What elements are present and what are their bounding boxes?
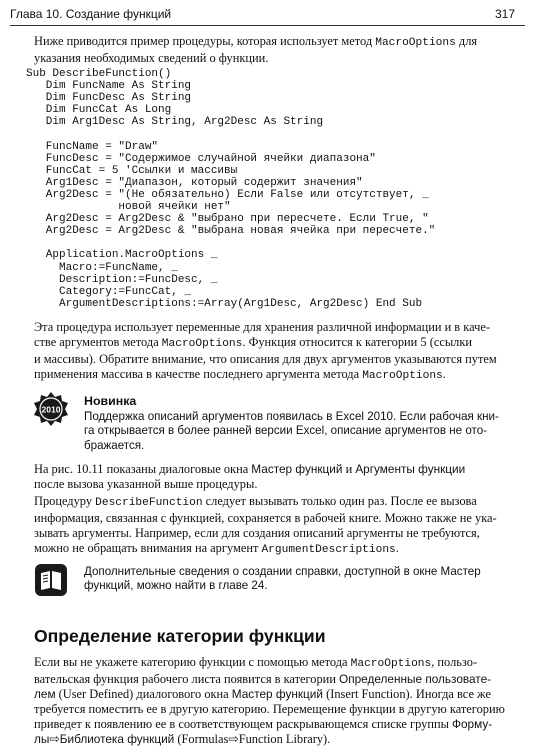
inline-code: MacroOptions — [161, 338, 243, 350]
ui-term: Форму- — [452, 717, 493, 731]
note-line: Дополнительные сведения о создании справки, доступной в окне Мастер — [84, 565, 481, 578]
ui-term: Определенные пользовате- — [339, 672, 492, 686]
note-line: га открывается в более ранней версии Excel, описание аргументов не ото- — [84, 424, 488, 438]
intro-paragraph — [34, 34, 512, 66]
chapter-title: Глава 10. Создание функций — [10, 7, 172, 21]
text-line: На рис. 10.11 показаны диалоговые окна Мастер функций и Аргументы функции — [34, 462, 466, 476]
code-line: Dim Arg1Desc As String, Arg2Desc As String — [26, 116, 324, 129]
text-line: Эта процедура использует переменные для хранения различной информации и в каче- — [34, 320, 490, 334]
header-rule — [10, 25, 525, 26]
text-line: зывать аргументы. Например, если для создания описаний аргументы не требуются, — [34, 526, 480, 540]
ui-term: Аргументы функции — [355, 462, 466, 476]
code-line: Sub DescribeFunction() — [26, 68, 172, 80]
arrow-icon: ⇨ — [228, 732, 239, 746]
code-line: Arg2Desc = Arg2Desc & "выбрана новая ячейка при пересчете." — [26, 225, 436, 238]
ui-term: лем — [34, 687, 56, 701]
ui-term: Мастер функций — [231, 687, 323, 701]
usage-paragraph — [34, 494, 512, 558]
code-line: Dim FuncName As String — [26, 80, 192, 93]
code-line: Application.MacroOptions _ — [26, 249, 218, 262]
note-line: бражается. — [84, 438, 145, 452]
code-line: Arg2Desc = "(Не обязательно) Если False или отсутствует, _ — [26, 188, 429, 201]
text-line: применения массива в качестве последнего аргумента метода MacroOptions. — [34, 367, 446, 382]
text-line: приведет к появлению ее в соответствующем раскрывающемся списке группы Форму- — [34, 717, 493, 731]
code-line: FuncName = "Draw" — [26, 140, 159, 153]
code-line: Category:=FuncCat, _ — [26, 285, 192, 298]
inline-code: DescribeFunction — [95, 497, 203, 509]
inline-code: MacroOptions — [362, 370, 443, 382]
page-number: 317 — [494, 7, 515, 21]
code-line: FuncCat = 5 'Ссылки и массивы — [26, 164, 238, 177]
code-line: новой ячейки нет" — [26, 201, 231, 214]
book-icon — [34, 563, 68, 597]
code-blank-line — [26, 128, 516, 140]
text-line: лем (User Defined) диалогового окна Мастер функций (Insert Function). Иногда все же — [34, 687, 491, 701]
code-line: FuncDesc = "Содержимое случайной ячейки диапазона" — [26, 152, 376, 165]
running-header — [10, 4, 525, 26]
code-line: Dim FuncDesc As String — [26, 92, 192, 105]
ui-term: Библиотека функций — [59, 732, 175, 746]
text-line: вательская функция рабочего листа появится в категории Определенные пользовате- — [34, 672, 492, 686]
arrow-icon: ⇨ — [49, 732, 60, 746]
text-line: требуется поместить ее в другую категорию. Перемещение функции в другую категорию — [34, 702, 505, 716]
code-line: ArgumentDescriptions:=Array(Arg1Desc, Arg2Desc) End Sub — [26, 297, 423, 310]
new-badge-icon — [34, 392, 68, 426]
text-line: лы⇨Библиотека функций (Formulas⇨Function Library). — [34, 732, 331, 746]
note-line: Поддержка описаний аргументов появилась в Excel 2010. Если рабочая кни- — [84, 410, 499, 424]
ui-term: Мастер функций — [251, 462, 343, 476]
text-line: информация, связанная с функцией, сохраняется в рабочей книге. Можно также не ука- — [34, 511, 497, 525]
code-blank-line — [26, 237, 516, 249]
text-line: указания необходимых сведений о функции. — [34, 51, 269, 65]
code-line: Dim FuncCat As Long — [26, 104, 172, 117]
inline-code: MacroOptions — [350, 658, 432, 670]
category-paragraph — [34, 655, 512, 747]
note-body — [84, 394, 514, 453]
text-line: и массивы). Обратите внимание, что описания для двух аргументов указываются путем — [34, 352, 497, 366]
note-body — [84, 565, 514, 593]
svg-text:2010: 2010 — [41, 404, 61, 415]
text-line: Если вы не укажете категорию функции с помощью метода MacroOptions, пользо- — [34, 655, 478, 670]
code-listing — [26, 68, 516, 310]
code-line: Arg1Desc = "Диапазон, который содержит значения" — [26, 176, 363, 189]
code-line: Arg2Desc = Arg2Desc & "выбрано при пересчете. Если True, " — [26, 213, 429, 226]
ui-term: лы — [34, 732, 50, 746]
text-line: можно не обращать внимания на аргумент ArgumentDescriptions. — [34, 541, 399, 556]
code-line: Description:=FuncDesc, _ — [26, 273, 218, 286]
description-paragraph — [34, 320, 512, 384]
figure-reference-paragraph — [34, 462, 512, 492]
text-line: Ниже приводится пример процедуры, которая использует метод MacroOptions для — [34, 34, 478, 49]
note-title: Новинка — [84, 394, 137, 408]
inline-code: MacroOptions — [375, 37, 456, 49]
section-heading: Определение категории функции — [34, 626, 326, 646]
text-line: стве аргументов метода MacroOptions. Функция относится к категории 5 (ссылки — [34, 335, 472, 350]
code-line: Macro:=FuncName, _ — [26, 261, 178, 274]
text-line: после вызова указанной выше процедуры. — [34, 477, 258, 491]
text-line: Процедуру DescribeFunction следует вызывать только один раз. После ее вызова — [34, 494, 477, 509]
note-line: функций, можно найти в главе 24. — [84, 579, 268, 593]
inline-code: ArgumentDescriptions — [261, 544, 396, 556]
